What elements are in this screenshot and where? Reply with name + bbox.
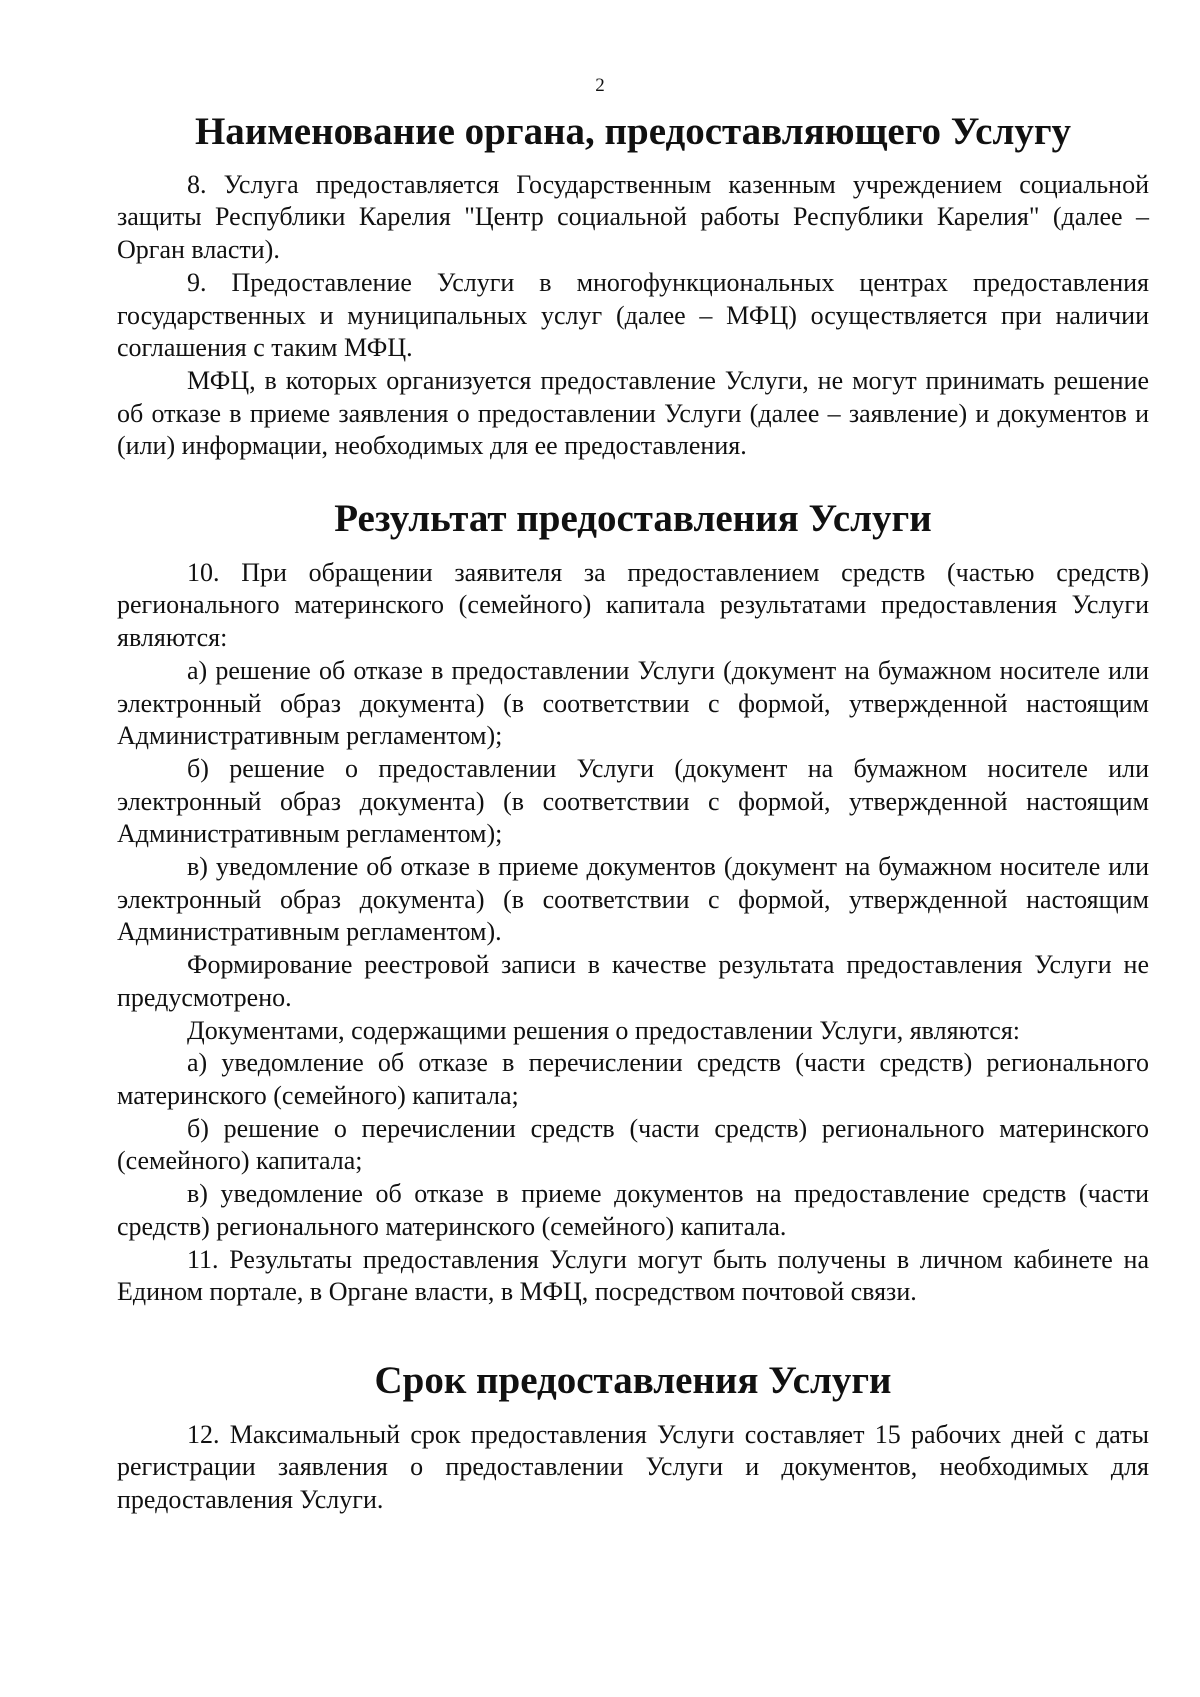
paragraph-10-v: в) уведомление об отказе в приеме документов (документ на бумажном носителе или электронный образ документа) (в соответствии с формой, утвержденной настоящим Административным регламентом). xyxy=(117,852,1149,947)
page-body xyxy=(117,110,1149,1517)
paragraph-12: 12. Максимальный срок предоставления Услуги составляет 15 рабочих дней с даты регистрации заявления о предоставлении Услуги и документов, необходимых для предоставления Услуги. xyxy=(117,1419,1149,1515)
paragraph-mfc: МФЦ, в которых организуется предоставление Услуги, не могут принимать решение об отказе в приеме заявления о предоставлении Услуги (далее – заявление) и документов и (или) информации, необходимых для ее предоставления. xyxy=(117,365,1149,461)
section-heading-authority: Наименование органа, предоставляющего Услугу xyxy=(194,110,1072,153)
section-heading-term: Срок предоставления Услуги xyxy=(374,1358,892,1402)
paragraph-documents: Документами, содержащими решения о предоставлении Услуги, являются: xyxy=(187,1015,1021,1045)
paragraph-11: 11. Результаты предоставления Услуги могут быть получены в личном кабинете на Едином портале, в Органе власти, в МФЦ, посредством почтовой связи. xyxy=(117,1244,1149,1307)
paragraph-documents-v: в) уведомление об отказе в приеме документов на предоставление средств (части средств) регионального материнского (семейного) капитала. xyxy=(117,1179,1149,1241)
paragraph-registry: Формирование реестровой записи в качестве результата предоставления Услуги не предусмотрено. xyxy=(117,950,1149,1012)
paragraph-10-b: б) решение о предоставлении Услуги (документ на бумажном носителе или электронный образ документа) (в соответствии с формой, утвержденной настоящим Административным регламентом); xyxy=(117,753,1149,849)
paragraph-documents-a: а) уведомление об отказе в перечислении средств (части средств) регионального материнского (семейного) капитала; xyxy=(117,1048,1149,1110)
section-heading-result: Результат предоставления Услуги xyxy=(334,497,932,541)
page-number: 2 xyxy=(595,75,605,96)
paragraph-documents-b: б) решение о перечислении средств (части средств) регионального материнского (семейного) капитала; xyxy=(117,1113,1149,1176)
paragraph-10-a: а) решение об отказе в предоставлении Услуги (документ на бумажном носителе или электронный образ документа) (в соответствии с формой, утвержденной настоящим Административным регламентом); xyxy=(117,655,1149,751)
paragraph-8: 8. Услуга предоставляется Государственным казенным учреждением социальной защиты Республики Карелия "Центр социальной работы Республики Карелия" (далее – Орган власти). xyxy=(117,169,1149,265)
paragraph-9: 9. Предоставление Услуги в многофункциональных центрах предоставления государственных и муниципальных услуг (далее – МФЦ) осуществляется при наличии соглашения с таким МФЦ. xyxy=(117,267,1149,363)
paragraph-10: 10. При обращении заявителя за предоставлением средств (частью средств) регионального материнского (семейного) капитала результатами предоставления Услуги являются: xyxy=(117,557,1149,653)
